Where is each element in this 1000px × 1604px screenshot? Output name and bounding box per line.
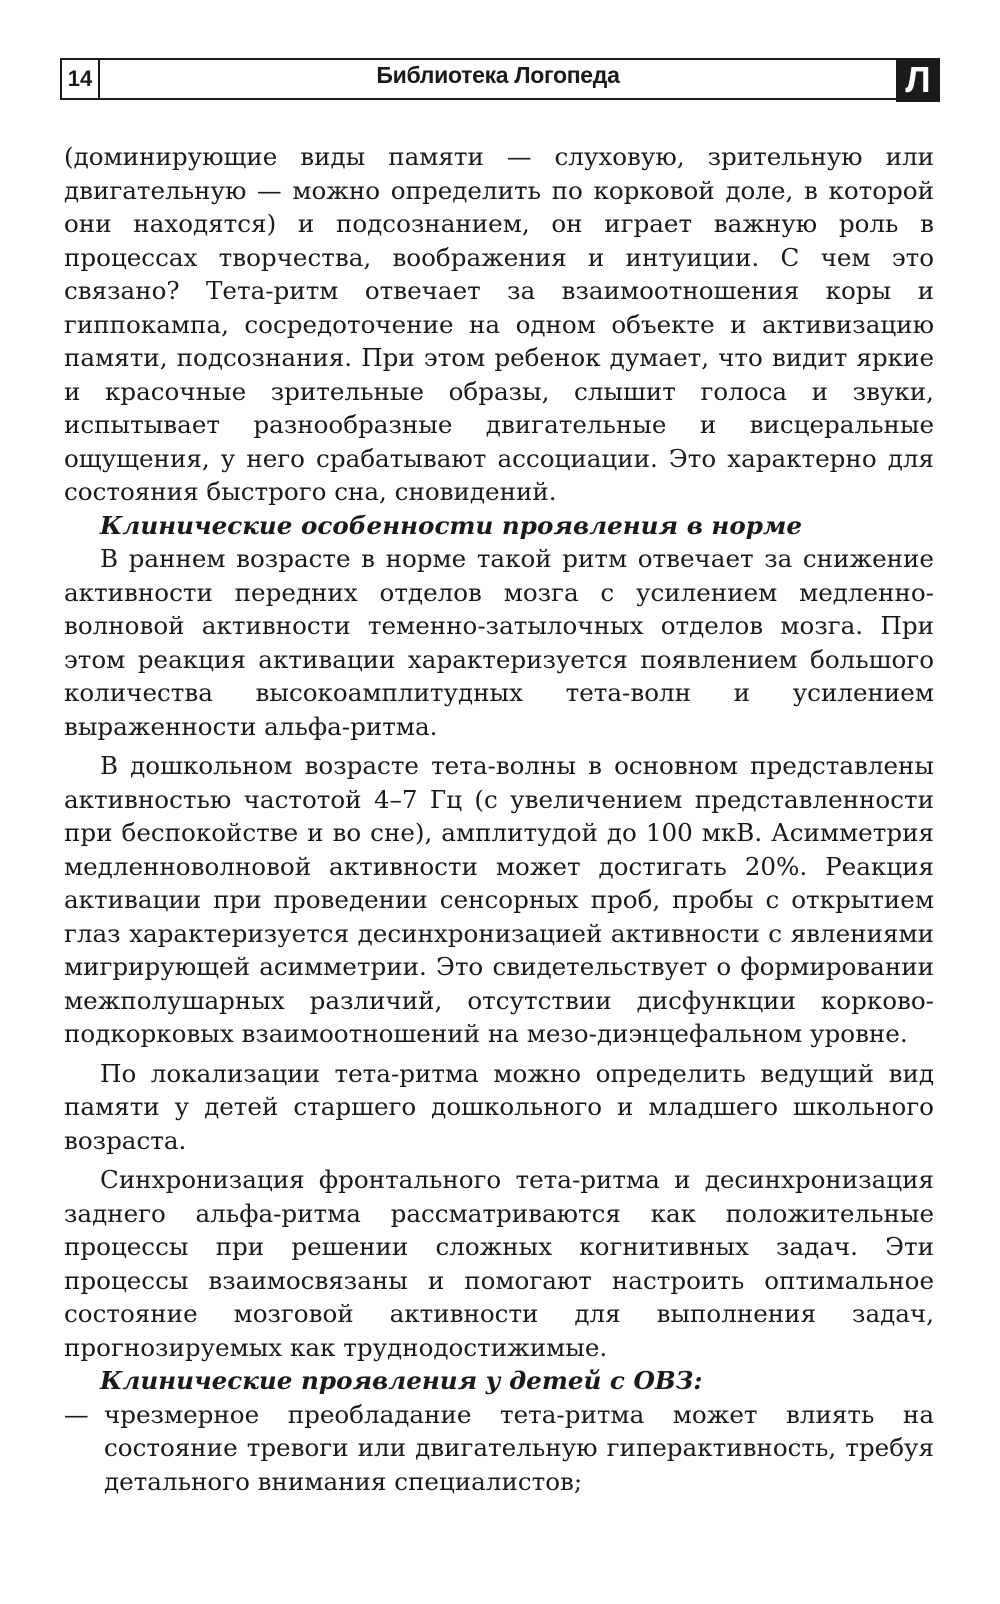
section-heading-norm: Клинические особенности проявления в норме: [100, 510, 802, 540]
paragraph-4: По локализации тета-ритма можно определить ведущий вид памяти у детей старшего дошкольного и младшего школьного возраста.: [64, 1058, 934, 1155]
header-rule-top: [100, 58, 896, 60]
paragraph-5: Синхронизация фронтального тета-ритма и десинхронизация заднего альфа-ритма рассматриваются как положительные процессы при решении сложных когнитивных задач. Эти процессы взаимосвязаны и помогают настроить оптимальное состояние мозговой активности для выполнения задач, прогнозируемых как труднодостижимые.: [64, 1165, 934, 1362]
header-title: Библиотека Логопеда: [376, 62, 620, 88]
paragraph-1: (доминирующие виды памяти — слуховую, зрительную или двигательную — можно определить по корковой доле, в которой они находятся) и подсознанием, он играет важную роль в процессах творчества, воображения и интуиции. С чем это связано? Тета-ритм отвечает за взаимоотношения коры и гиппокампа, сосредоточение на одном объекте и активизацию памяти, подсознания. При этом ребенок думает, что видит яркие и красочные зрительные образы, слышит голоса и звуки, испытывает разнообразные двигательные и висцеральные ощущения, у него срабатывают ассоциации. Это характерно для состояния быстрого сна, сновидений.: [64, 142, 934, 506]
page-number: 14: [60, 58, 100, 100]
series-logo: Л: [896, 58, 940, 102]
symptom-list: [64, 1398, 934, 1499]
header-rule-bottom: [100, 98, 896, 100]
list-item: [64, 1398, 934, 1499]
list-item-text: чрезмерное преобладание тета-ритма может влиять на состояние тревоги или двигательную гиперактивность, требуя детального внимания специалистов;: [104, 1399, 934, 1496]
running-header: [60, 58, 940, 102]
section-heading-ovz: Клинические проявления у детей с ОВЗ:: [100, 1366, 703, 1395]
body-text: [64, 140, 934, 1498]
paragraph-3: В дошкольном возрасте тета-волны в основном представлены активностью частотой 4–7 Гц (с увеличением представленности при беспокойстве и во сне), амплитудой до 100 мкВ. Асимметрия медленноволновой активности может достигать 20%. Реакция активации при проведении сенсорных проб, пробы с открытием глаз характеризуется десинхронизацией активности с явлениями мигрирующей асимметрии. Это свидетельствует о формировании межполушарных различий, отсутствии дисфункции корково-подкорковых взаимоотношений на мезо-диэнцефальном уровне.: [64, 751, 934, 1048]
paragraph-2: В раннем возрасте в норме такой ритм отвечает за снижение активности передних отделов мозга с усилением медленно-волновой активности теменно-затылочных отделов мозга. При этом реакция активации характеризуется появлением большого количества высокоамплитудных тета-волн и усилением выраженности альфа-ритма.: [64, 544, 934, 741]
list-dash: —: [64, 1399, 89, 1429]
